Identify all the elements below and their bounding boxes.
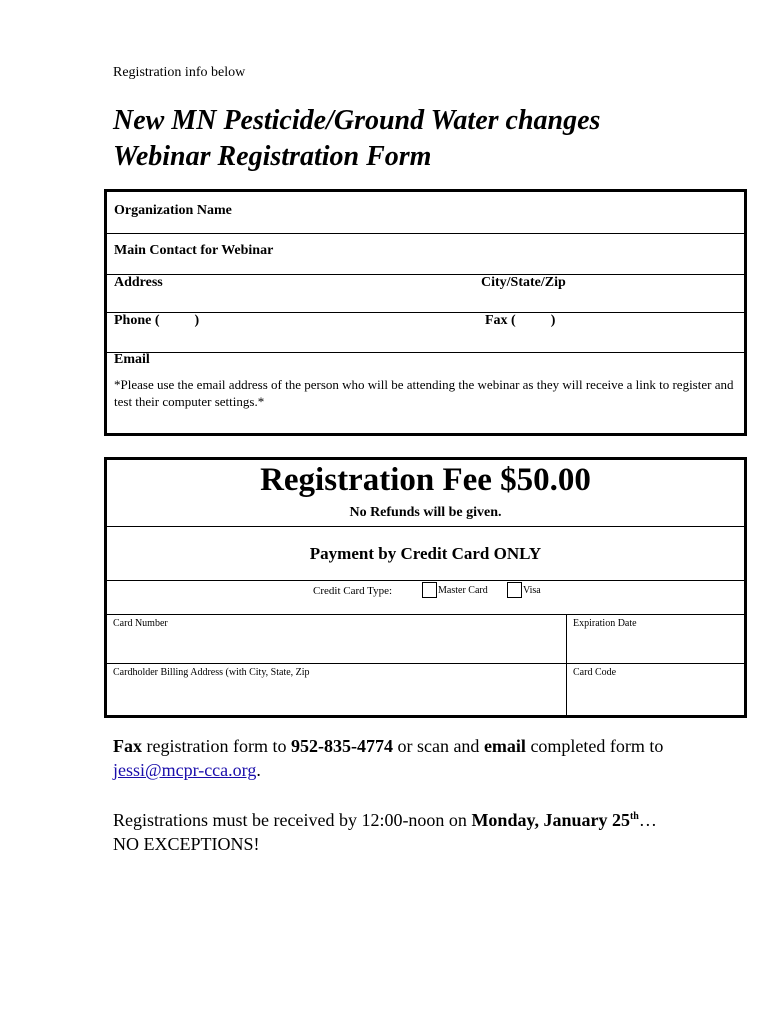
phone-label: Phone ( ) — [114, 313, 200, 328]
mastercard-checkbox[interactable] — [422, 582, 437, 598]
address-row[interactable] — [107, 275, 744, 313]
payment-method-title: Payment by Credit Card ONLY — [309, 544, 542, 563]
registration-info-note: Registration info below — [113, 65, 246, 80]
visa-label: Visa — [523, 585, 541, 596]
expiration-date-field[interactable] — [567, 615, 744, 663]
deadline-superscript: th — [629, 811, 639, 822]
deadline-notice — [113, 805, 673, 856]
address-label: Address — [114, 275, 163, 290]
title-line-2: Webinar Registration Form — [113, 141, 432, 172]
card-number-label: Card Number — [113, 618, 168, 629]
fax-label: Fax ( ) — [485, 313, 556, 328]
email-instructions: *Please use the email address of the person who will be attending the webinar as they will receive a link to register and test their computer settings.* — [114, 377, 734, 409]
no-refunds-note: No Refunds will be given. — [349, 505, 502, 520]
phone-fax-row[interactable] — [107, 313, 744, 353]
expiration-date-label: Expiration Date — [573, 618, 637, 629]
card-code-label: Card Code — [573, 667, 617, 678]
title-line-1: New MN Pesticide/Ground Water changes — [113, 105, 601, 136]
mastercard-label: Master Card — [438, 585, 488, 596]
contact-info-box — [104, 189, 747, 436]
divider — [107, 526, 744, 527]
card-code-field[interactable] — [567, 664, 744, 715]
deadline-day: Monday, January 25 — [471, 810, 630, 830]
main-contact-label: Main Contact for Webinar — [114, 243, 274, 258]
deadline-tail: …NO EXCEPTIONS! — [113, 810, 657, 854]
registration-fee-title: Registration Fee $50.00 — [260, 462, 591, 498]
deadline-text: Registrations must be received by 12:00-noon on — [113, 810, 472, 830]
card-type-label: Credit Card Type: — [313, 585, 393, 597]
billing-address-field[interactable] — [107, 664, 566, 715]
divider — [107, 580, 744, 581]
main-contact-row[interactable] — [107, 234, 744, 275]
instruction-text-3: completed form to — [525, 736, 664, 756]
city-state-zip-label: City/State/Zip — [481, 275, 566, 290]
visa-checkbox[interactable] — [507, 582, 522, 598]
instruction-text-4: . — [256, 760, 261, 780]
form-title — [113, 103, 600, 175]
card-number-field[interactable] — [107, 615, 566, 663]
organization-label: Organization Name — [114, 203, 232, 218]
fax-number: 952-835-4774 — [290, 736, 393, 756]
instruction-text-1: registration form to — [142, 736, 291, 756]
payment-box — [104, 457, 747, 718]
billing-address-label: Cardholder Billing Address (with City, State, Zip — [113, 667, 310, 678]
email-word: email — [483, 736, 526, 756]
fax-word: Fax — [113, 736, 142, 756]
email-label: Email — [114, 352, 150, 367]
instruction-text-2: or scan and — [392, 736, 484, 756]
organization-row[interactable] — [107, 192, 744, 234]
email-link[interactable]: jessi@mcpr-cca.org — [113, 760, 257, 780]
submission-instructions — [113, 734, 673, 782]
